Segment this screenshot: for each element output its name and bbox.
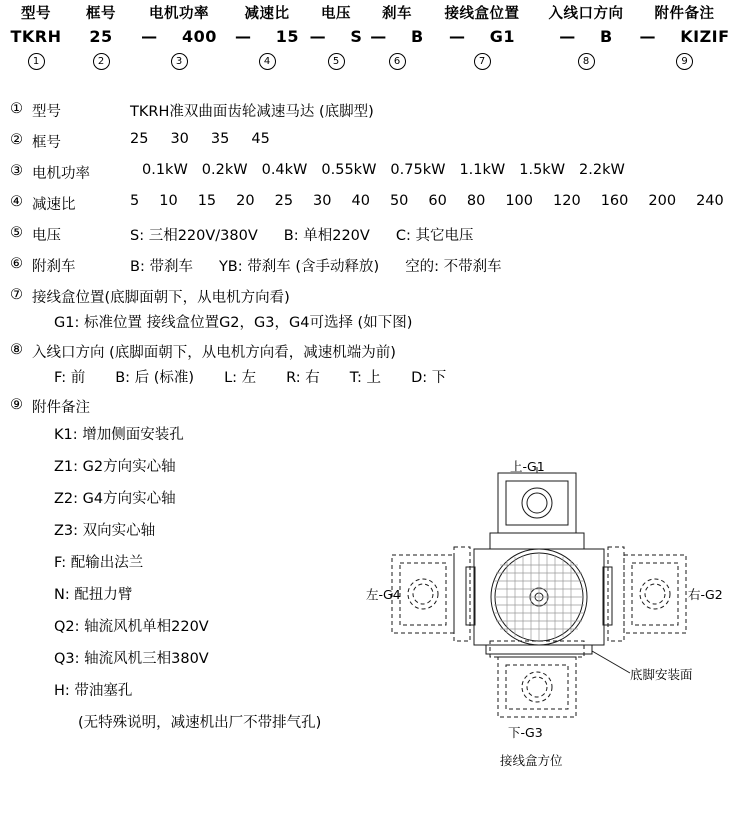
- bottom-unit-flange: [490, 641, 584, 657]
- code-number-4: [228, 50, 306, 70]
- frame-value-3: 45: [251, 131, 270, 147]
- code-header-inlet-direction: 入线口方向: [548, 6, 624, 22]
- code-value-brake-text: B: [411, 27, 424, 46]
- code-value-inlet-direction: [536, 24, 636, 50]
- circle-number-5: 5: [328, 53, 345, 70]
- power-value-5: 1.1kW: [459, 162, 506, 178]
- frame-value-1: 30: [170, 131, 189, 147]
- inlet-value-1: B: 后 (标准): [115, 370, 195, 386]
- circle-number-6: 6: [389, 53, 406, 70]
- circle-number-1: 1: [28, 53, 45, 70]
- left-unit-flange: [454, 547, 470, 641]
- legend-values-ratio: [130, 193, 733, 209]
- accessory-note: (无特殊说明，减速机出厂不带排气孔): [78, 715, 322, 731]
- code-header-brake: 刹车: [382, 6, 412, 22]
- legend-value-model: TKRH准双曲面齿轮减速马达 (底脚型): [130, 104, 374, 120]
- brake-value-0: B: 带刹车: [130, 259, 193, 275]
- diagram-label-right: 右-G2: [688, 587, 723, 602]
- code-table-value-row: [0, 24, 733, 50]
- voltage-value-1: B: 单相220V: [283, 228, 370, 244]
- accessory-line-5: N: 配扭力臂: [54, 587, 133, 603]
- left-unit-circle-inner: [413, 584, 433, 604]
- accessory-line-6: Q2: 轴流风机单相220V: [54, 619, 209, 635]
- code-header-voltage: 电压: [321, 6, 351, 22]
- circle-number-9: 9: [676, 53, 693, 70]
- dash-3: —: [309, 27, 327, 46]
- circle-number-8: 8: [578, 53, 595, 70]
- ratio-value-7: 50: [389, 193, 409, 209]
- bottom-unit-circle-inner: [527, 677, 547, 697]
- legend-values-power: [142, 162, 639, 178]
- legend-label-voltage: 电压: [32, 228, 61, 244]
- ratio-value-8: 60: [428, 193, 447, 209]
- legend-marker-8: ⑧: [10, 342, 23, 358]
- inlet-value-5: D: 下: [411, 370, 447, 386]
- mount-face-plate: [486, 645, 592, 654]
- dash-1: —: [141, 27, 158, 46]
- bottom-unit-body: [498, 657, 576, 717]
- legend-marker-3: ③: [10, 163, 23, 179]
- circle-number-7: 7: [474, 53, 491, 70]
- code-header-power: 电机功率: [149, 6, 209, 22]
- power-value-7: 2.2kW: [579, 162, 625, 178]
- brake-value-2: 空的: 不带刹车: [405, 259, 502, 275]
- legend-label-accessory: 附件备注: [32, 400, 90, 416]
- accessory-line-3: Z3: 双向实心轴: [54, 523, 156, 539]
- frame-value-0: 25: [130, 131, 149, 147]
- brake-value-1: YB: 带刹车 (含手动释放): [218, 259, 380, 275]
- power-value-3: 0.55kW: [321, 162, 377, 178]
- code-table-header-row: [0, 4, 733, 24]
- code-number-8: [536, 50, 636, 70]
- code-header-ratio: 减速比: [244, 6, 290, 22]
- code-value-accessory-text: KIZIF: [680, 27, 730, 46]
- code-value-voltage-text: S: [350, 27, 363, 46]
- code-value-box-position: [428, 24, 536, 50]
- legend-item-box-position: [10, 286, 733, 307]
- code-number-7: [428, 50, 536, 70]
- legend-sub-box-position: G1: 标准位置 接线盒位置G2，G3，G4可选择 (如下图): [54, 315, 413, 331]
- legend-item-ratio: [10, 193, 733, 214]
- power-value-0: 0.1kW: [142, 162, 188, 178]
- accessory-line-4: F: 配输出法兰: [54, 555, 144, 571]
- ratio-value-6: 40: [351, 193, 370, 209]
- inlet-value-3: R: 右: [286, 370, 320, 386]
- accessory-line-1: Z1: G2方向实心轴: [54, 459, 176, 475]
- code-value-ratio: [228, 24, 306, 50]
- code-value-accessory: [636, 24, 733, 50]
- power-value-6: 1.5kW: [519, 162, 566, 178]
- accessory-line-7: Q3: 轴流风机三相380V: [54, 651, 209, 667]
- junction-box-orientation-diagram: [366, 455, 728, 805]
- legend-marker-6: ⑥: [10, 256, 23, 272]
- right-unit-circle-inner: [645, 584, 665, 604]
- power-value-4: 0.75kW: [390, 162, 446, 178]
- diagram-label-left: 左-G4: [366, 587, 401, 602]
- legend-marker-5: ⑤: [10, 225, 23, 241]
- ratio-value-2: 15: [197, 193, 217, 209]
- code-value-voltage: [306, 24, 366, 50]
- legend-marker-9: ⑨: [10, 397, 23, 413]
- legend-item-voltage: [10, 224, 733, 245]
- legend-label-frame: 框号: [32, 135, 61, 151]
- code-number-3: [130, 50, 228, 70]
- ratio-value-0: 5: [130, 193, 140, 209]
- legend-item-power: [10, 162, 733, 183]
- ratio-value-5: 30: [313, 193, 332, 209]
- code-value-box-position-text: G1: [489, 27, 516, 46]
- mount-leader-line: [592, 651, 630, 673]
- code-table-number-row: [0, 50, 733, 70]
- dash-5: —: [448, 27, 466, 46]
- code-number-6: [366, 50, 428, 70]
- legend-marker-4: ④: [10, 194, 23, 210]
- ratio-value-3: 20: [236, 193, 255, 209]
- code-number-9: [636, 50, 733, 70]
- inlet-value-4: T: 上: [349, 370, 382, 386]
- ratio-value-13: 200: [648, 193, 677, 209]
- legend-label-inlet-direction: 入线口方向 (底脚面朝下，从电机方向看，减速机端为前): [32, 345, 396, 361]
- right-unit-inner: [632, 563, 678, 625]
- voltage-value-0: S: 三相220V/380V: [130, 228, 258, 244]
- accessory-line-2: Z2: G4方向实心轴: [54, 491, 176, 507]
- code-value-frame-text: 25: [89, 27, 113, 46]
- ratio-value-9: 80: [466, 193, 486, 209]
- legend-item-frame: [10, 131, 733, 152]
- ratio-value-10: 100: [505, 193, 533, 209]
- ratio-value-12: 160: [600, 193, 629, 209]
- power-value-1: 0.2kW: [201, 162, 248, 178]
- legend-values-voltage: [130, 224, 499, 245]
- legend-item-model: [10, 100, 733, 121]
- code-number-5: [306, 50, 366, 70]
- top-unit-body: [498, 473, 576, 533]
- code-value-brake: [366, 24, 428, 50]
- legend-marker-7: ⑦: [10, 287, 23, 303]
- code-value-frame: [72, 24, 130, 50]
- model-code-table: [0, 4, 733, 70]
- code-value-ratio-text: 15: [275, 27, 300, 46]
- inlet-value-0: F: 前: [54, 370, 86, 386]
- code-header-accessory: 附件备注: [654, 6, 715, 22]
- power-value-2: 0.4kW: [261, 162, 308, 178]
- dash-7: —: [639, 27, 656, 46]
- code-value-model: TKRH: [10, 27, 62, 46]
- legend-label-model: 型号: [32, 104, 61, 120]
- frame-value-2: 35: [210, 131, 230, 147]
- legend-values-frame: [130, 131, 292, 147]
- legend-label-power: 电机功率: [32, 166, 90, 182]
- top-unit-flange: [490, 533, 584, 549]
- legend-values-inlet-direction: [54, 366, 733, 387]
- accessory-line-0: K1: 增加侧面安装孔: [54, 427, 184, 443]
- voltage-value-2: C: 其它电压: [395, 228, 474, 244]
- legend-item-inlet-direction: [10, 341, 733, 362]
- ratio-value-11: 120: [553, 193, 581, 209]
- right-unit-body: [624, 555, 686, 633]
- left-unit-inner: [400, 563, 446, 625]
- inlet-value-2: L: 左: [224, 370, 257, 386]
- diagram-label-bottom: 下-G3: [508, 725, 543, 740]
- legend-label-brake: 附刹车: [32, 259, 76, 275]
- accessory-line-8: H: 带油塞孔: [54, 683, 133, 699]
- dash-2: —: [234, 27, 252, 46]
- code-number-2: [72, 50, 130, 70]
- code-header-frame: 框号: [86, 6, 116, 22]
- legend-label-ratio: 减速比: [32, 197, 76, 213]
- diagram-label-mount-face: 底脚安装面: [630, 667, 693, 682]
- circle-number-2: 2: [93, 53, 110, 70]
- top-unit-circle-inner: [527, 493, 547, 513]
- legend-marker-2: ②: [10, 132, 23, 148]
- left-unit-body: [392, 555, 454, 633]
- diagram-caption: 接线盒方位: [500, 753, 563, 768]
- dash-4: —: [370, 27, 387, 46]
- code-header-box-position: 接线盒位置: [444, 6, 520, 22]
- right-unit-flange: [608, 547, 624, 641]
- legend-marker-1: ①: [10, 101, 23, 117]
- legend-item-accessory: [10, 396, 733, 417]
- code-number-1: [0, 50, 72, 70]
- legend-label-box-position: 接线盒位置(底脚面朝下，从电机方向看): [32, 290, 290, 306]
- diagram-label-top: 上-G1: [510, 459, 545, 474]
- circle-number-4: 4: [259, 53, 276, 70]
- code-header-model: 型号: [21, 6, 51, 22]
- ratio-value-14: 240: [696, 193, 724, 209]
- ratio-value-1: 10: [159, 193, 178, 209]
- dash-6: —: [559, 27, 576, 46]
- legend-item-brake: [10, 255, 733, 276]
- code-value-inlet-direction-text: B: [600, 27, 613, 46]
- code-value-power-text: 400: [181, 27, 217, 46]
- circle-number-3: 3: [171, 53, 188, 70]
- ratio-value-4: 25: [274, 193, 294, 209]
- code-value-power: [130, 24, 228, 50]
- legend-values-brake: [130, 255, 528, 276]
